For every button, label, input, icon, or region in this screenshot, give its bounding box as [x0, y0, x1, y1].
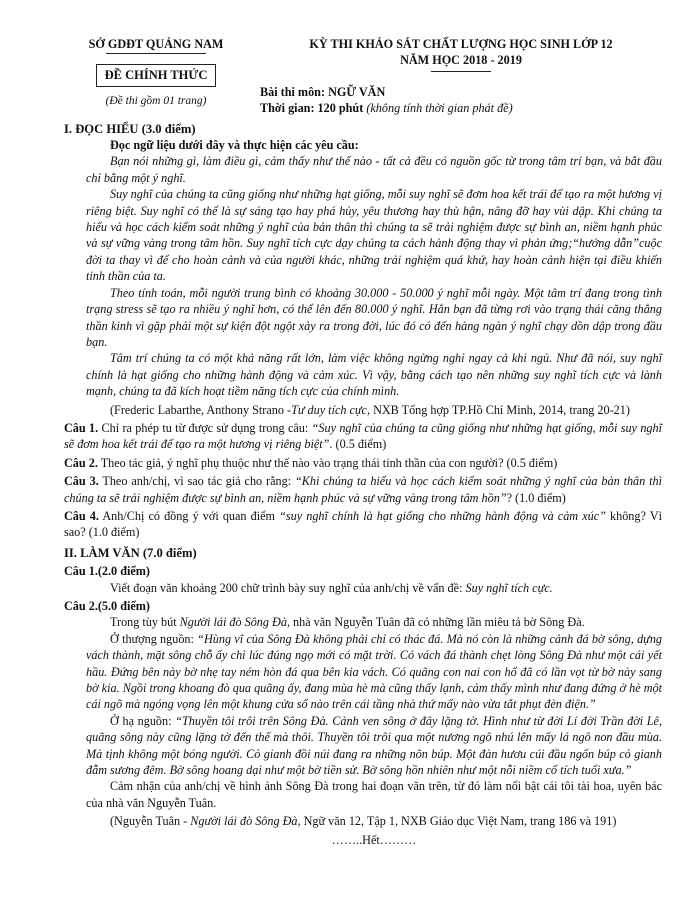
writing-heading: II. LÀM VĂN (7.0 điểm): [64, 545, 197, 560]
writing-q1-topic: Suy nghĩ tích cực.: [465, 580, 553, 595]
question-text: Chỉ ra phép tu từ được sử dụng trong câu:: [98, 420, 312, 435]
source-author: (Nguyễn Tuân -: [110, 814, 191, 829]
question-label: Câu 4.: [64, 508, 99, 523]
source-details: , NXB Tổng hợp TP.Hồ Chí Minh, 2014, trang 20-21): [366, 402, 630, 417]
work-title: Người lái đò Sông Đà: [179, 615, 287, 630]
question-text: Anh/Chị có đồng ý với quan điểm: [98, 508, 280, 523]
writing-q2-title: Câu 2.(5.0 điểm): [64, 599, 150, 613]
writing-q2-intro: [86, 614, 662, 630]
header-left: [86, 36, 226, 117]
department-underline: [106, 53, 206, 54]
question-quote: “Suy nghĩ của chúng ta cũng giống như những hạt giống, mỗi suy nghĩ sẽ đơm hoa kết trái để tạo ra một hương vị riêng biệt”: [64, 420, 662, 452]
source-work-title: Người lái đò Sông Đà: [190, 814, 298, 829]
intro-text: Trong tùy bút: [110, 615, 180, 630]
question-1: [64, 420, 662, 453]
writing-source: [86, 813, 662, 829]
source-authors: (Frederic Labarthe, Anthony Strano -: [110, 402, 292, 417]
reading-paragraph: Suy nghĩ của chúng ta cũng giống như những hạt giống, mỗi suy nghĩ sẽ đơm hoa kết trái để tạo ra một hương vị riêng biệt. Suy nghĩ có thể là sự sáng tạo hay phá hủy, yêu thương hay thù hận, nâng đỡ hay vùi dập. Khi chúng ta hiểu và học cách kiểm soát những ý nghĩ của bản thân thì chúng ta sẽ trải nghiệm được sự bình an, niềm hạnh phúc và sự vững vàng trong tâm hồn. Suy nghĩ tích cực dạy chúng ta cách hành động thay vì phản ứng;“hướng dẫn”cuộc đời ta thay vì để cho hoàn cảnh và của người khác, những trải nghiệm quá khứ, hay hoàn cảnh hiện tại điều khiển tinh thần của ta.: [86, 187, 662, 284]
reading-instruction: Đọc ngữ liệu dưới đây và thực hiện các yêu cầu:: [110, 138, 359, 153]
time-label: Thời gian: 120 phút: [260, 101, 364, 116]
exam-title: KỲ THI KHẢO SÁT CHẤT LƯỢNG HỌC SINH LỚP 12: [309, 37, 613, 51]
reading-paragraph: Tâm trí chúng ta có một khả năng rất lớn, làm việc không ngừng nghỉ ngay cả khi ngủ. Như đã nói, suy nghĩ chính là hạt giống cho những hành động và cảm xúc. Vì vậy, bằng cách tạo nên những suy nghĩ tích cực và lành mạnh, chúng ta đã kích hoạt tiềm năng tích cực của chính mình.: [86, 351, 662, 399]
upstream-quote: “Hùng vĩ của Sông Đà không phải chỉ có thác đá. Mà nó còn là những cảnh đá bờ sông, dựng vách thành, mặt sông chỗ ấy chỉ lúc đúng ngọ mới có mặt trời. Có vách đá thành chẹt lòng Sông Đà như một cái yết hầu. Đứng bên này bờ nhẹ tay ném hòn đá qua bên kia vách. Có quãng con nai con hổ đã có lần vọt từ bờ này sang bờ kia. Ngồi trong khoang đò qua quãng ấy, đang mùa hè mà cũng thấy lạnh, cảm thấy mình như đang đứng ở hè một cái ngõ mà ngóng vọng lên một khung cửa sổ nào trên cái tầng nhà thứ mấy nào vừa tắt phụt đèn điện.”: [86, 631, 663, 712]
downstream-excerpt: [86, 713, 662, 779]
time-line: [260, 100, 662, 116]
end-marker: ……..Hết………: [331, 832, 417, 847]
exam-header: [86, 36, 662, 117]
department-name: SỞ GDĐT QUẢNG NAM: [88, 37, 224, 51]
downstream-label: Ở hạ nguồn:: [110, 713, 176, 728]
question-text: Theo anh/chị, vì sao tác giả cho rằng:: [98, 474, 295, 489]
subject-label: Bài thi môn:: [260, 84, 326, 99]
page-count-note: (Đề thi gồm 01 trang): [105, 94, 207, 107]
writing-q1-prompt: Viết đoạn văn khoảng 200 chữ trình bày suy nghĩ của anh/chị về vấn đề:: [110, 580, 466, 595]
question-label: Câu 1.: [64, 420, 99, 435]
question-quote: “Khi chúng ta hiểu và học cách kiểm soát những ý nghĩ của bản thân thì chúng ta sẽ trải nghiệm được sự bình an, niềm hạnh phúc và sự vững vàng trong tâm hồn”: [64, 474, 662, 505]
intro-text: , nhà văn Nguyễn Tuân đã có những lần miêu tả bờ Sông Đà.: [286, 615, 585, 630]
question-points: . (0.5 điểm): [329, 437, 387, 452]
question-2: [64, 455, 662, 471]
source-book-title: Tư duy tích cực: [291, 402, 367, 417]
upstream-excerpt: [86, 631, 662, 713]
downstream-quote: “Thuyền tôi trôi trên Sông Đà. Cảnh ven sông ở đây lặng tờ. Hình như từ đời Lí đời Trần đời Lê, quãng sông này cũng lặng tờ đến thế mà thôi. Thuyền tôi trôi qua một nương ngô nhú lên mấy lá ngô non đầu mùa. Mà tịnh không một bóng người. Cỏ gianh đồi núi đang ra những nõn búp. Một đàn hươu cúi đầu ngốn búp cỏ gianh đẫm sương đêm. Bờ sông hoang dại như một bờ tiền sử. Bờ sông hồn nhiên như một nỗi niềm cổ tích tuổi xưa.”: [86, 713, 662, 778]
writing-q1-text: [86, 580, 662, 596]
question-4: [64, 508, 662, 541]
writing-q2-prompt: Cảm nhận của anh/chị về hình ảnh Sông Đà trong hai đoạn văn trên, từ đó làm nổi bật cái tôi tài hoa, uyên bác của nhà văn Nguyễn Tuân.: [86, 779, 662, 810]
question-3: [64, 473, 662, 506]
question-quote: “suy nghĩ chính là hạt giống cho những hành động và cảm xúc”: [279, 508, 606, 523]
source-details: , Ngữ văn 12, Tập 1, NXB Giáo dục Việt Nam, trang 186 và 191): [297, 814, 617, 829]
reading-paragraph: Bạn nói những gì, làm điều gì, cảm thấy như thế nào - tất cả đều có nguồn gốc từ trong tâm trí bạn, và bắt đầu chỉ bằng một ý nghĩ.: [86, 154, 662, 185]
subject-name: NGỮ VĂN: [328, 84, 386, 99]
question-text: Theo tác giả, ý nghĩ phụ thuộc như thế nào vào trạng thái tinh thần của con người? (0.5 điểm): [97, 455, 558, 470]
header-right: [226, 36, 662, 117]
official-badge: ĐỀ CHÍNH THỨC: [96, 64, 217, 86]
upstream-label: Ở thượng nguồn:: [110, 631, 198, 646]
writing-q1-title: Câu 1.(2.0 điểm): [64, 564, 150, 579]
title-underline: [431, 71, 491, 72]
subject-line: [260, 84, 662, 100]
question-label: Câu 3.: [64, 474, 99, 489]
question-points: không? Vì sao? (1.0 điểm): [64, 508, 662, 540]
reading-paragraph: Theo tính toán, mỗi người trung bình có khoảng 30.000 - 50.000 ý nghĩ mỗi ngày. Một tâm trí đang trong tình trạng stress sẽ tạo ra nhiều ý nghĩ hơn, có thể lên đến 80.000 ý nghĩ. Hẳn bạn đã từng rơi vào trạng thái căng thẳng thần kinh vì gặp phải một sự kiện đột ngột xảy ra trong đời, lúc đó có đến hàng ngàn ý nghĩ chạy dồn dập trong đầu bạn.: [86, 285, 662, 349]
time-note: (không tính thời gian phát đề): [366, 101, 513, 116]
reading-heading: I. ĐỌC HIỂU (3.0 điểm): [64, 121, 196, 136]
reading-source: [86, 402, 662, 418]
question-points: ? (1.0 điểm): [506, 490, 566, 505]
question-label: Câu 2.: [64, 455, 98, 470]
school-year: NĂM HỌC 2018 - 2019: [400, 53, 522, 68]
